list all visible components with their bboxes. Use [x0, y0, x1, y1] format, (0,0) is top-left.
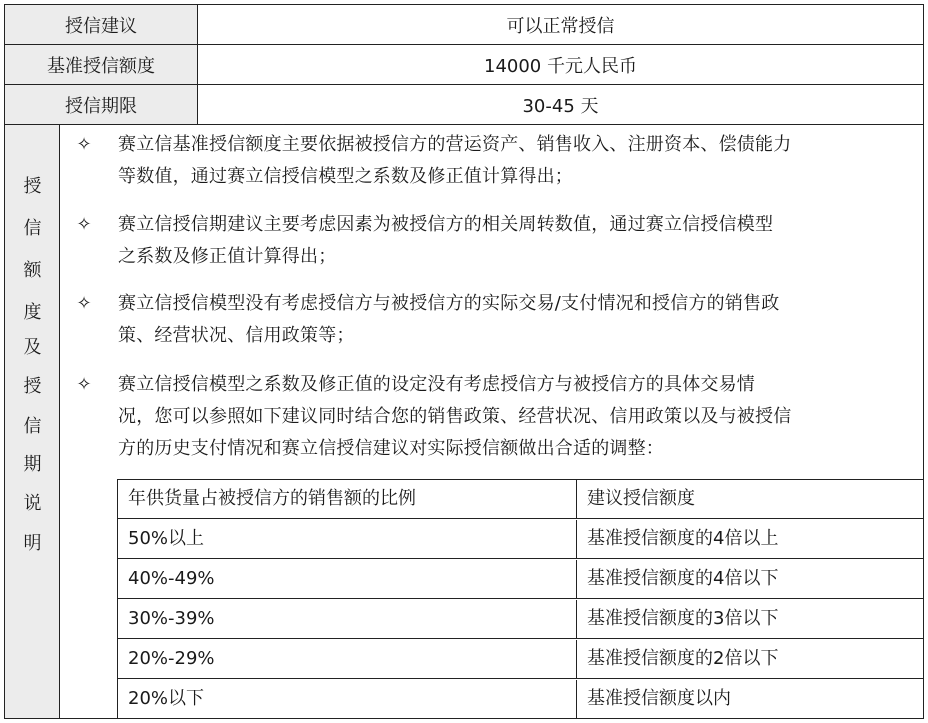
side-label-char: 额 — [23, 260, 42, 281]
table-row — [118, 640, 923, 679]
bullet-line: 方的历史支付情况和赛立信授信建议对实际授信额做出合适的调整： — [118, 438, 664, 459]
suggested-credit-cell: 基准授信额度以内 — [576, 680, 923, 718]
table-row — [118, 520, 923, 559]
summary-row-credit-period — [5, 85, 923, 125]
ratio-table-header — [118, 480, 923, 519]
diamond-bullet-icon: ✧ — [76, 134, 92, 155]
ratio-cell: 30%-39% — [128, 608, 215, 629]
suggested-credit-cell: 基准授信额度的4倍以下 — [576, 560, 923, 598]
bullet-text — [118, 209, 918, 273]
ratio-cell: 50%以上 — [128, 528, 205, 549]
diamond-bullet-icon: ✧ — [76, 214, 92, 235]
ratio-cell: 20%以下 — [128, 688, 205, 709]
credit-report-table — [4, 4, 924, 719]
diamond-bullet-icon: ✧ — [76, 374, 92, 395]
side-label-char: 及 — [23, 337, 42, 358]
side-label-char: 授 — [23, 176, 42, 197]
notes-side-label — [5, 125, 60, 718]
header-cell-suggested-credit: 建议授信额度 — [576, 480, 923, 518]
bullet-line: 况，您可以参照如下建议同时结合您的销售政策、经营状况、信用政策以及与被授信 — [118, 406, 792, 427]
summary-value: 可以正常授信 — [506, 15, 615, 37]
side-label-char: 明 — [23, 533, 42, 554]
table-row — [118, 600, 923, 639]
bullet-text — [118, 288, 918, 352]
bullet-text — [118, 369, 918, 465]
suggested-credit-cell: 基准授信额度的4倍以上 — [576, 520, 923, 558]
bullet-line: 赛立信授信期建议主要考虑因素为被授信方的相关周转数值，通过赛立信授信模型 — [118, 214, 774, 235]
summary-row-credit-advice — [5, 5, 923, 45]
suggested-credit-cell: 基准授信额度的2倍以下 — [576, 640, 923, 678]
side-label-char: 授 — [23, 376, 42, 397]
side-label-char: 说 — [23, 493, 42, 514]
ratio-table — [117, 479, 923, 718]
side-label-char: 信 — [23, 218, 42, 239]
suggested-credit-cell: 基准授信额度的3倍以下 — [576, 600, 923, 638]
bullet-line: 之系数及修正值计算得出； — [118, 246, 337, 267]
summary-label: 基准授信额度 — [5, 45, 198, 84]
summary-value: 30-45 天 — [522, 95, 599, 117]
bullet-line: 赛立信授信模型之系数及修正值的设定没有考虑授信方与被授信方的具体交易情 — [118, 374, 755, 395]
summary-value: 14000 千元人民币 — [484, 55, 637, 77]
notes-section — [5, 125, 923, 718]
bullet-line: 等数值，通过赛立信授信模型之系数及修正值计算得出； — [118, 166, 573, 187]
header-cell-ratio: 年供货量占被授信方的销售额的比例 — [128, 488, 416, 509]
ratio-cell: 40%-49% — [128, 568, 215, 589]
bullet-text — [118, 129, 918, 193]
side-label-char: 信 — [23, 416, 42, 437]
side-label-char: 度 — [23, 302, 42, 323]
bullet-line: 赛立信基准授信额度主要依据被授信方的营运资产、销售收入、注册资本、偿债能力 — [118, 134, 792, 155]
table-row — [118, 560, 923, 599]
bullet-line: 赛立信授信模型没有考虑授信方与被授信方的实际交易/支付情况和授信方的销售政 — [118, 293, 780, 314]
bullet-line: 策、经营状况、信用政策等； — [118, 325, 355, 346]
summary-label: 授信期限 — [5, 85, 198, 124]
side-label-char: 期 — [23, 454, 42, 475]
ratio-cell: 20%-29% — [128, 648, 215, 669]
summary-label: 授信建议 — [5, 5, 198, 44]
diamond-bullet-icon: ✧ — [76, 293, 92, 314]
table-row — [118, 680, 923, 719]
summary-row-base-credit-amount — [5, 45, 923, 85]
